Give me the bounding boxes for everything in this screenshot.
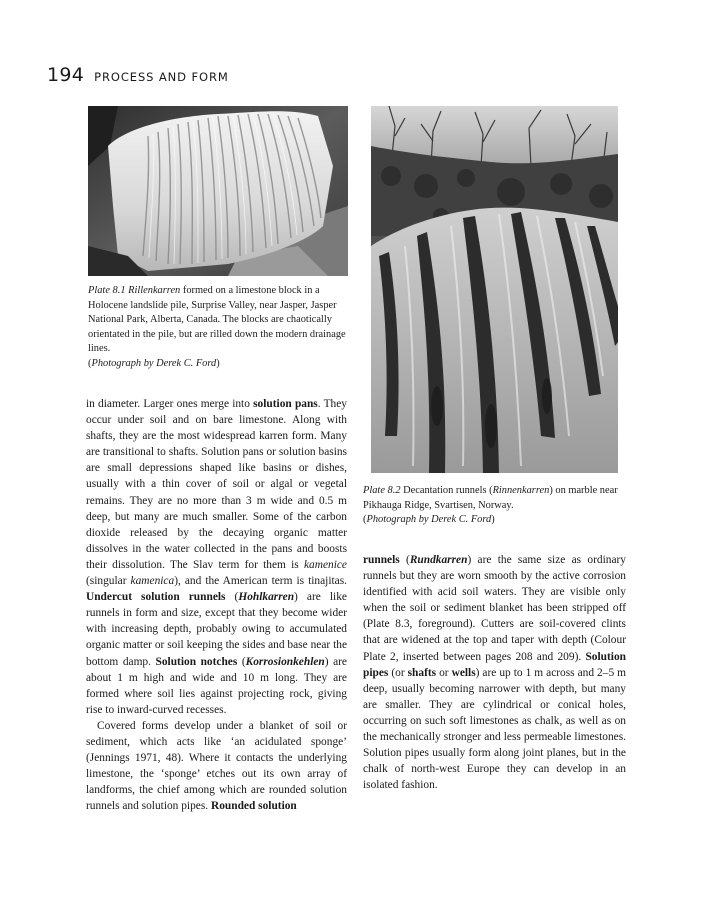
body-column-right — [363, 552, 626, 793]
term-shafts: shafts — [407, 666, 437, 679]
body-column-left — [86, 396, 347, 814]
paragraph: Covered forms develop under a blanket of soil or sediment, which acts like ‘an acidulated sponge’ (Jennings 1971, 48). Where it contacts the underlying limestone, the ‘sponge’ etches out its own array of landforms, the chief among which are rounded solution runnels and solution pipes. Rounded solution — [86, 719, 347, 813]
plate-8-1-text: formed on a limestone block in a Holocene landslide pile, Surprise Valley, near Jasper, Jasper National Park, Alberta, Canada. The blocks are chaotically orientated in the pile, but are rilled down the modern drainage lines. — [88, 285, 346, 355]
term-hohlkarren: Hohlkarren — [238, 591, 295, 604]
page-header — [47, 64, 229, 86]
paragraph: runnels (Rundkarren) are the same size as ordinary runnels but they are worn smooth by the active corrosion identified with acid soil waters. They are visible only when the soil or sediment blanket has been stripped off (Plate 8.3, foreground). Cutters are soil-covered clints that are widened at the top and taper with depth (Colour Plate 2, inserted between pages 208 and 209). Solution pipes (or shafts or wells) are up to 1 m across and 2–5 m deep, usually becoming narrower with depth, but many are smaller. They are cylindrical or conical holes, occurring on such soft limestones as chalk, as well as on the mechanically stronger and less permeable limestones. Solution pipes usually form along joint planes, but in the chalk of north-west Europe they can develop in an isolated fashion. — [363, 554, 626, 792]
term-korrosionkehlen: Korrosionkehlen — [245, 655, 325, 668]
plate-8-2-photo — [371, 106, 618, 473]
plate-8-2-credit: (Photograph by Derek C. Ford) — [363, 514, 495, 526]
page-number: 194 — [47, 64, 85, 86]
plate-8-2-text-a: Decantation runnels ( — [400, 485, 493, 496]
term-wells: wells — [451, 666, 476, 679]
plate-8-1-term: Rillenkarren — [128, 285, 181, 296]
term-undercut-solution-runnels: Undercut solution runnels — [86, 591, 226, 604]
term-kamenica: kamenica — [130, 575, 175, 588]
term-solution-pipes: Solution pipes — [363, 650, 626, 679]
plate-8-2-term: Rinnenkarren — [492, 485, 550, 496]
term-runnels: runnels — [363, 554, 400, 566]
term-rundkarren: Rundkarren — [409, 554, 468, 566]
term-solution-pans: solution pans — [253, 398, 318, 410]
term-solution-notches: Solution notches — [155, 655, 238, 668]
plate-8-2-caption — [363, 484, 625, 528]
plate-8-1-caption — [88, 284, 352, 372]
term-kamenice: kamenice — [303, 558, 347, 571]
plate-8-2-text-b: ) on marble near Pikhauga Ridge, Svartisen, Norway. — [363, 485, 618, 511]
plate-8-2-label: Plate 8.2 — [363, 485, 401, 496]
plate-8-1-credit: (Photograph by Derek C. Ford) — [88, 357, 220, 369]
plate-8-1-photo — [88, 106, 348, 276]
plate-8-1-label: Plate 8.1 — [88, 285, 126, 296]
running-head: PROCESS AND FORM — [94, 70, 229, 84]
term-rounded-solution: Rounded solution — [210, 800, 297, 813]
paragraph: in diameter. Larger ones merge into solution pans. They occur under soil and on bare limestone. Along with shafts, they are the most widespread karren form. Many are transitional to shafts. Solution pans or solution basins are small depressions shaped like basins or dishes, usually with a thin cover of soil or algal or vegetal remains. They are no more than 3 m wide and 0.5 m deep, but many are much smaller. Some of the carbon dioxide released by the decaying organic matter dissolves in the water collected in the pans and boosts their dissolution. The Slav term for them is kamenice (singular kamenica), and the American term is tinajitas. Undercut solution runnels (Hohlkarren) are like runnels in form and size, except that they become wider with increasing depth, probably owing to accumulated organic matter or soil keeping the sides and base near the bottom damp. Solution notches (Korrosionkehlen) are about 1 m high and wide and 10 m long. They are formed where soil lies against projecting rock, giving rise to inward-curved recesses. — [86, 398, 348, 716]
